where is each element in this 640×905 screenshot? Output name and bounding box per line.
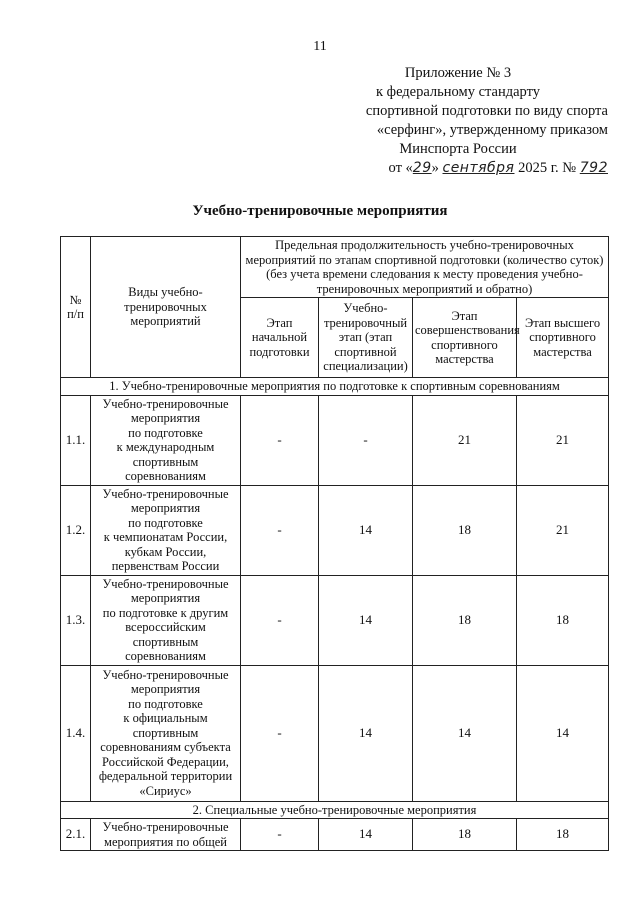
row-num: 2.1. — [61, 819, 91, 851]
date-day: 29 — [412, 160, 432, 176]
row-name: Учебно-тренировочные мероприятия по общей — [91, 819, 241, 851]
row-value: 18 — [413, 575, 517, 665]
appendix-line-2: к федеральному стандарту — [376, 84, 540, 100]
date-mid: » — [431, 160, 439, 176]
row-value: 14 — [319, 819, 413, 851]
header-kind: Виды учебно- тренировочных мероприятий — [91, 237, 241, 378]
header-stage-training: Учебно- тренировочный этап (этап спортивной специализации) — [319, 298, 413, 378]
row-value: 14 — [319, 485, 413, 575]
row-num: 1.4. — [61, 665, 91, 801]
row-name: Учебно-тренировочные мероприятия по подготовке к международным спортивным соревнованиям — [91, 395, 241, 485]
row-value: 14 — [319, 575, 413, 665]
row-value: 14 — [517, 665, 609, 801]
appendix-line-3: спортивной подготовки по виду спорта — [365, 103, 608, 119]
row-value: - — [241, 485, 319, 575]
appendix-line-1: Приложение № 3 — [404, 65, 512, 81]
row-value: - — [241, 575, 319, 665]
row-value: 14 — [413, 665, 517, 801]
row-value: 18 — [517, 819, 609, 851]
header-num: № п/п — [61, 237, 91, 378]
row-value: 14 — [319, 665, 413, 801]
header-stage-higher: Этап высшего спортивного мастерства — [517, 298, 609, 378]
row-name: Учебно-тренировочные мероприятия по подготовке к официальным спортивным соревнованиям субъекта Российской Федерации, федеральной территории «Сириус» — [91, 665, 241, 801]
header-stage-initial: Этап начальной подготовки — [241, 298, 319, 378]
appendix-line-5: Минспорта России — [399, 141, 517, 157]
row-name: Учебно-тренировочные мероприятия по подготовке к другим всероссийским спортивным соревнованиям — [91, 575, 241, 665]
appendix-header — [308, 64, 608, 178]
date-prefix: от « — [388, 160, 413, 176]
row-value: - — [319, 395, 413, 485]
document-title: Учебно-тренировочные мероприятия — [192, 203, 448, 219]
row-value: - — [241, 819, 319, 851]
section-1-heading: 1. Учебно-тренировочные мероприятия по подготовке к спортивным соревнованиям — [61, 378, 609, 396]
page-number: 11 — [313, 39, 327, 54]
row-num: 1.1. — [61, 395, 91, 485]
order-number: 792 — [579, 160, 608, 176]
row-value: 18 — [413, 485, 517, 575]
table-row — [61, 395, 609, 485]
table-row — [61, 575, 609, 665]
row-value: 18 — [413, 819, 517, 851]
row-value: - — [241, 665, 319, 801]
row-name: Учебно-тренировочные мероприятия по подготовке к чемпионатам России, кубкам России, первенствам России — [91, 485, 241, 575]
training-events-table — [60, 236, 609, 851]
appendix-line-4: «серфинг», утвержденному приказом — [376, 122, 608, 138]
order-date-line — [308, 159, 608, 178]
row-value: 18 — [517, 575, 609, 665]
row-value: 21 — [517, 485, 609, 575]
header-stage-improvement: Этап совершенствования спортивного мастерства — [413, 298, 517, 378]
header-group: Предельная продолжительность учебно-тренировочных мероприятий по этапам спортивной подготовки (количество суток) (без учета времени следования к месту проведения учебно-тренировочных мероприятий и обратно) — [241, 237, 609, 298]
row-num: 1.3. — [61, 575, 91, 665]
table-row — [61, 485, 609, 575]
row-num: 1.2. — [61, 485, 91, 575]
table-row — [61, 665, 609, 801]
table-row — [61, 819, 609, 851]
date-year: 2025 г. № — [518, 160, 577, 176]
row-value: 21 — [517, 395, 609, 485]
section-2-heading: 2. Специальные учебно-тренировочные мероприятия — [61, 801, 609, 819]
row-value: 21 — [413, 395, 517, 485]
row-value: - — [241, 395, 319, 485]
date-month: сентября — [442, 160, 515, 176]
